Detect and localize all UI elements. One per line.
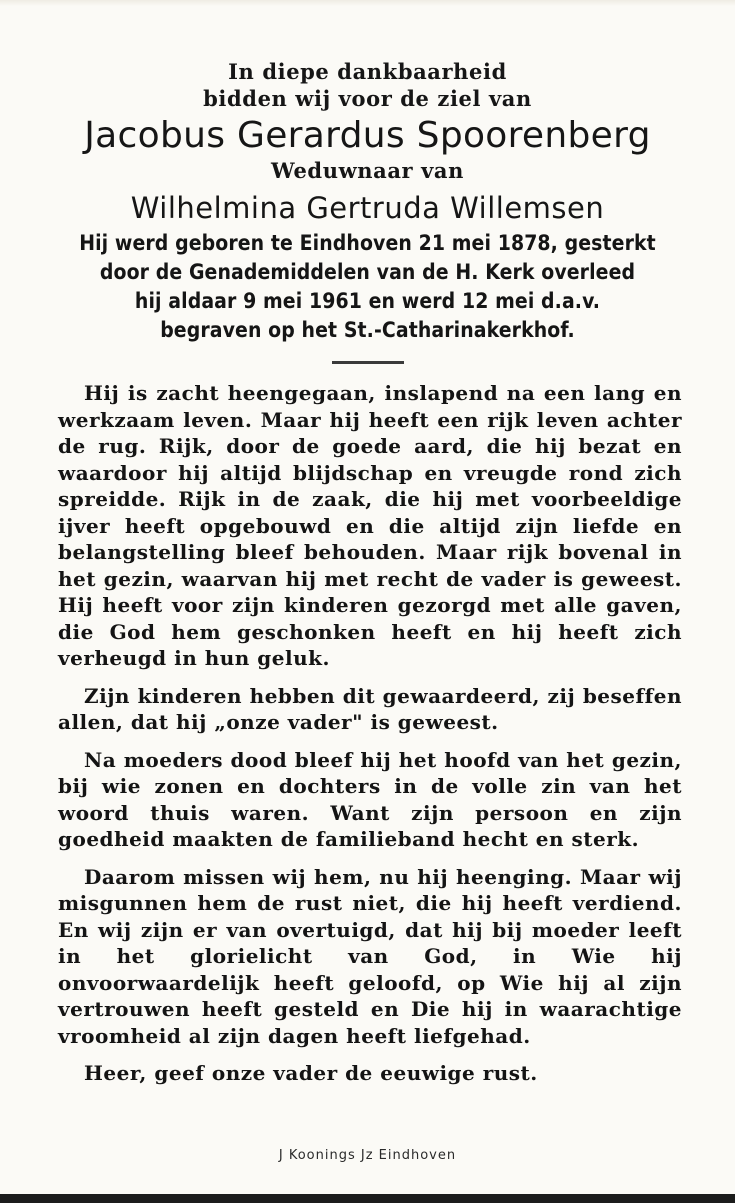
intro-line-1: In diepe dankbaarheid [228, 59, 507, 84]
bio-line-2: door de Genademiddelen van de H. Kerk overleed [99, 260, 636, 284]
card-top-edge [0, 0, 735, 6]
paragraph-4: Daarom missen wij hem, nu hij heenging. Maar wij misgunnen hem de rust niet, die hij heeft verdiend. En wij zijn er van overtuigd, dat hij bij moeder leeft in het glorielicht van God, in Wie hij onvoorwaardelijk heeft geloofd, op Wie hij al zijn vertrouwen heeft gesteld en Die hij in waarachtige vroomheid al zijn dagen heeft liefgehad. [58, 864, 682, 1048]
intro-line-2: bidden wij voor de ziel van [203, 86, 532, 111]
divider-rule [332, 361, 404, 364]
deceased-name: Jacobus Gerardus Spoorenberg [84, 115, 651, 156]
bio-line-1: Hij werd geboren te Eindhoven 21 mei 1878, gesterkt [79, 231, 656, 255]
closing-prayer: Heer, geef onze vader de eeuwige rust. [84, 1061, 538, 1085]
paragraph-2: Zijn kinderen hebben dit gewaardeerd, zij beseffen allen, dat hij „onze vader" is geweest. [58, 683, 682, 734]
paragraph-1: Hij is zacht heengegaan, inslapend na een lang en werkzaam leven. Maar hij heeft een rijk leven achter de rug. Rijk, door de goede aard, die hij bezat en waardoor hij altijd blijdschap en vreugde rond zich spreidde. Rijk in de zaak, die hij met voorbeeldige ijver heeft opgebouwd en die altijd zijn liefde en belangstelling bleef behouden. Maar rijk bovenal in het gezin, waarvan hij met recht de vader is geweest. Hij heeft voor zijn kinderen gezorgd met alle gaven, die God hem geschonken heeft en hij heeft zich verheugd in hun geluk. [58, 381, 682, 670]
relation-label: Weduwnaar van [271, 158, 464, 183]
paragraph-3: Na moeders dood bleef hij het hoofd van het gezin, bij wie zonen en dochters in de volle zin van het woord thuis waren. Want zijn persoon en zijn goedheid maakten de familieband hecht en sterk. [58, 747, 682, 851]
card-bottom-edge [0, 1194, 735, 1203]
body-text [58, 380, 682, 1098]
card-header [0, 58, 735, 364]
bio-line-3: hij aldaar 9 mei 1961 en werd 12 mei d.a.v. [134, 289, 601, 313]
spouse-name: Wilhelmina Gertruda Willemsen [130, 191, 605, 225]
printer-imprint: J Koonings Jz Eindhoven [278, 1148, 457, 1163]
bio-line-4: begraven op het St.-Catharinakerkhof. [160, 318, 575, 342]
